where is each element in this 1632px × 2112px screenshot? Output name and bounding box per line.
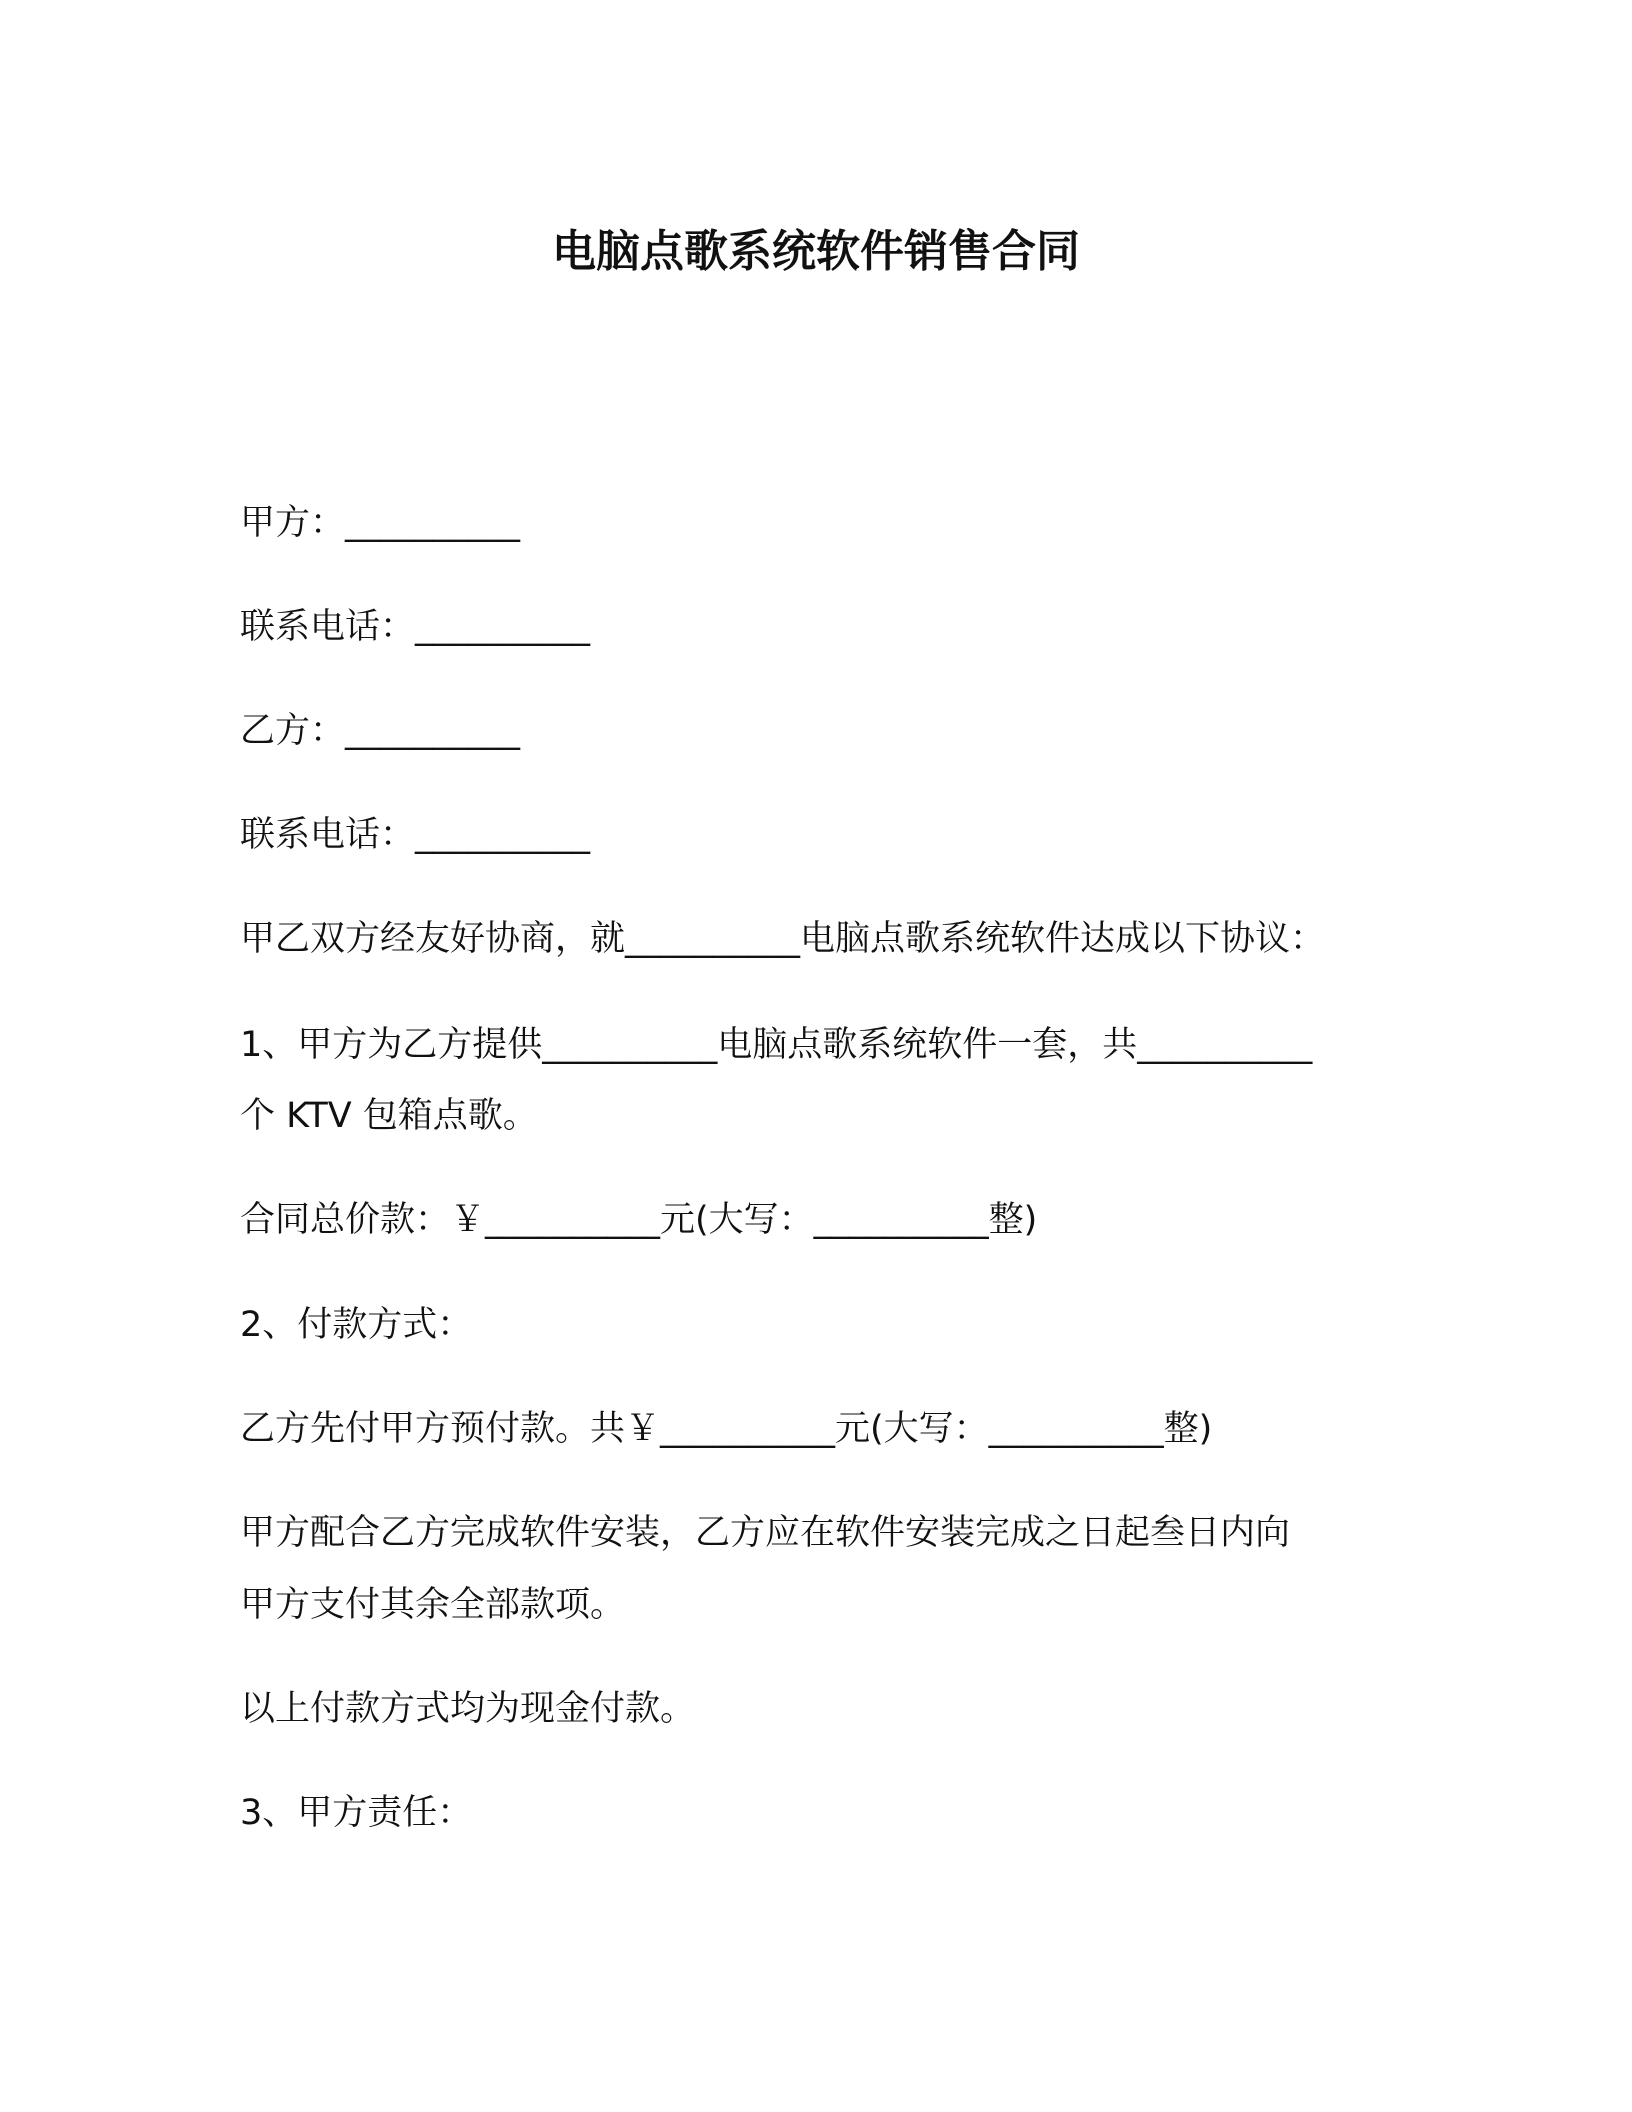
party-b-line: 乙方：__________ [240, 711, 521, 751]
cash-payment-line: 以上付款方式均为现金付款。 [240, 1689, 696, 1729]
installation-payment-line-1: 甲方配合乙方完成软件安装，乙方应在软件安装完成之日起叁日内向 [240, 1513, 1291, 1553]
clause-2-heading: 2、付款方式： [240, 1305, 473, 1345]
party-a-line: 甲方：__________ [240, 503, 521, 543]
party-b-phone-line: 联系电话：__________ [240, 815, 591, 855]
clause-1-line-2: 个 KTV 包箱点歌。 [240, 1096, 538, 1136]
installation-payment-line-2: 甲方支付其余全部款项。 [240, 1585, 626, 1625]
clause-1-line-1: 1、甲方为乙方提供__________电脑点歌系统软件一套，共__________ [240, 1025, 1313, 1065]
clause-3-heading: 3、甲方责任： [240, 1793, 473, 1833]
agreement-intro-line: 甲乙双方经友好协商，就__________电脑点歌系统软件达成以下协议： [240, 919, 1326, 959]
prepayment-line: 乙方先付甲方预付款。共￥__________元(大写：__________整) [240, 1409, 1213, 1449]
document-title: 电脑点歌系统软件销售合同 [552, 226, 1080, 277]
total-price-line: 合同总价款：￥__________元(大写：__________整) [240, 1200, 1038, 1240]
party-a-phone-line: 联系电话：__________ [240, 607, 591, 647]
